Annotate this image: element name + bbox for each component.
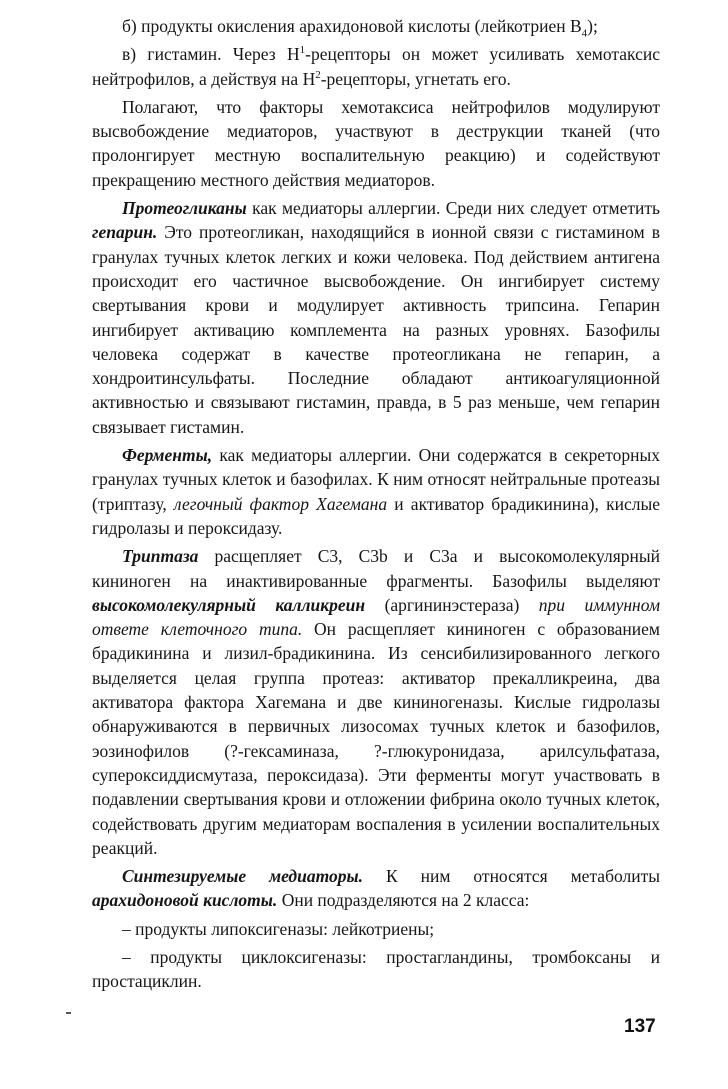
list-item-v [92,42,660,91]
enzymes-text-2: и активатор брадикинина), кислые гидролазы и пероксидазу. [92,493,660,538]
item-v-superscript-1: 1 [299,44,306,57]
list-item-lipoxygenase: – продукты липоксигеназы: лейкотриены; [122,918,435,939]
term-kallikrein: высокомолекулярный калликреин [92,594,366,615]
item-b-text: б) продукты окисления арахидоновой кислоты (лейкотриен B [122,16,582,36]
list-item-cyclooxygenase: – продукты циклоксигеназы: простагландины, тромбоксаны и простациклин. [92,946,660,992]
list-item-b [92,14,660,38]
term-arachidonic-acid: арахидоновой кислоты. [92,890,278,911]
item-v-superscript-2: 2 [315,68,321,81]
enzymes-italic: легочный фактор Хагемана [173,493,388,514]
item-b-end: ); [587,16,598,36]
term-synthesized-mediators: Синтезируемые медиаторы. [122,866,363,887]
page-body [92,14,660,998]
scan-speck [66,1012,71,1014]
term-proteoglycans: Протеогликаны [122,198,247,219]
enzymes-text-1: как медиаторы аллергии. Они содержатся в секреторных гранулах тучных клеток и базофилах. К ним относят нейтральные протеазы (триптазу, [92,445,660,514]
item-v-text-1: в) гистамин. Через H [122,44,300,65]
synthesized-text-1: К ним относятся метаболиты [362,866,660,887]
term-heparin: гепарин. [92,222,158,243]
page-number: 137 [624,1016,656,1037]
paragraph-enzymes [92,443,660,540]
paragraph-tryptase [92,544,660,860]
item-v-text-2: -рецепторы он может усиливать хемотаксис нейтрофилов, а действуя на H [92,44,660,89]
synthesized-text-2: Они подразделяются на 2 класса: [277,890,530,911]
item-b-subscript: 4 [581,27,588,40]
item-v-text-3: -рецепторы, угнетать его. [320,68,511,89]
paragraph-chemotaxis: Полагают, что факторы хемотаксиса нейтрофилов модулируют высвобождение медиаторов, участвуют в деструкции тканей (что пролонгирует местную воспалительную реакцию) и содействуют прекращению местного действия медиаторов. [92,96,660,190]
paragraph-proteoglycans [92,196,660,439]
proteoglycans-text-2: Это протеогликан, находящийся в ионной связи с гистамином в гранулах тучных клеток легких и кожи человека. Под действием антигена происходит его частичное высвобождение. Он ингибирует систему свертывания крови и модулирует активность трипсина. Гепарин ингибирует активацию комплемента на разных уровнях. Базофилы человека содержат в качестве протеогликана не гепарин, а хондроитинсульфаты. Последние обладают антикоагуляционной активностью и связывают гистамин, правда, в 5 раз меньше, чем гепарин связывает гистамин. [92,222,660,437]
proteoglycans-text-1: как медиаторы аллергии. Среди них следует отметить [246,198,660,219]
term-enzymes: Ферменты, [122,445,213,466]
tryptase-text-2: (аргининэстераза) [365,594,539,615]
tryptase-text-3: Он расщепляет кининоген с образованием брадикинина и лизил-брадикинина. Из сенсибилизированного легкого выделяется целая группа протеаз: активатор прекалликреина, два активатора фактора Хагемана и две кининогеназы. Кислые гидролазы обнаруживаются в первичных лизосомах тучных клеток и базофилов, эозинофилов (?-гексаминаза, ?-глюкуронидаза, арилсульфатаза, супероксиддисмутаза, пероксидаза). Эти ферменты могут участвовать в подавлении свертывания крови и отложении фибрина около тучных клеток, содействовать другим медиаторам воспаления в усилении воспалительных реакций. [92,619,660,858]
paragraph-synthesized-mediators [92,864,660,913]
tryptase-italic: при иммунном ответе клеточного типа. [92,594,660,640]
tryptase-text-1: расщепляет C3, C3b и C3a и высокомолекулярный кининоген на инактивированные фрагменты. Базофилы выделяют [92,546,660,591]
term-tryptase: Триптаза [122,546,199,567]
